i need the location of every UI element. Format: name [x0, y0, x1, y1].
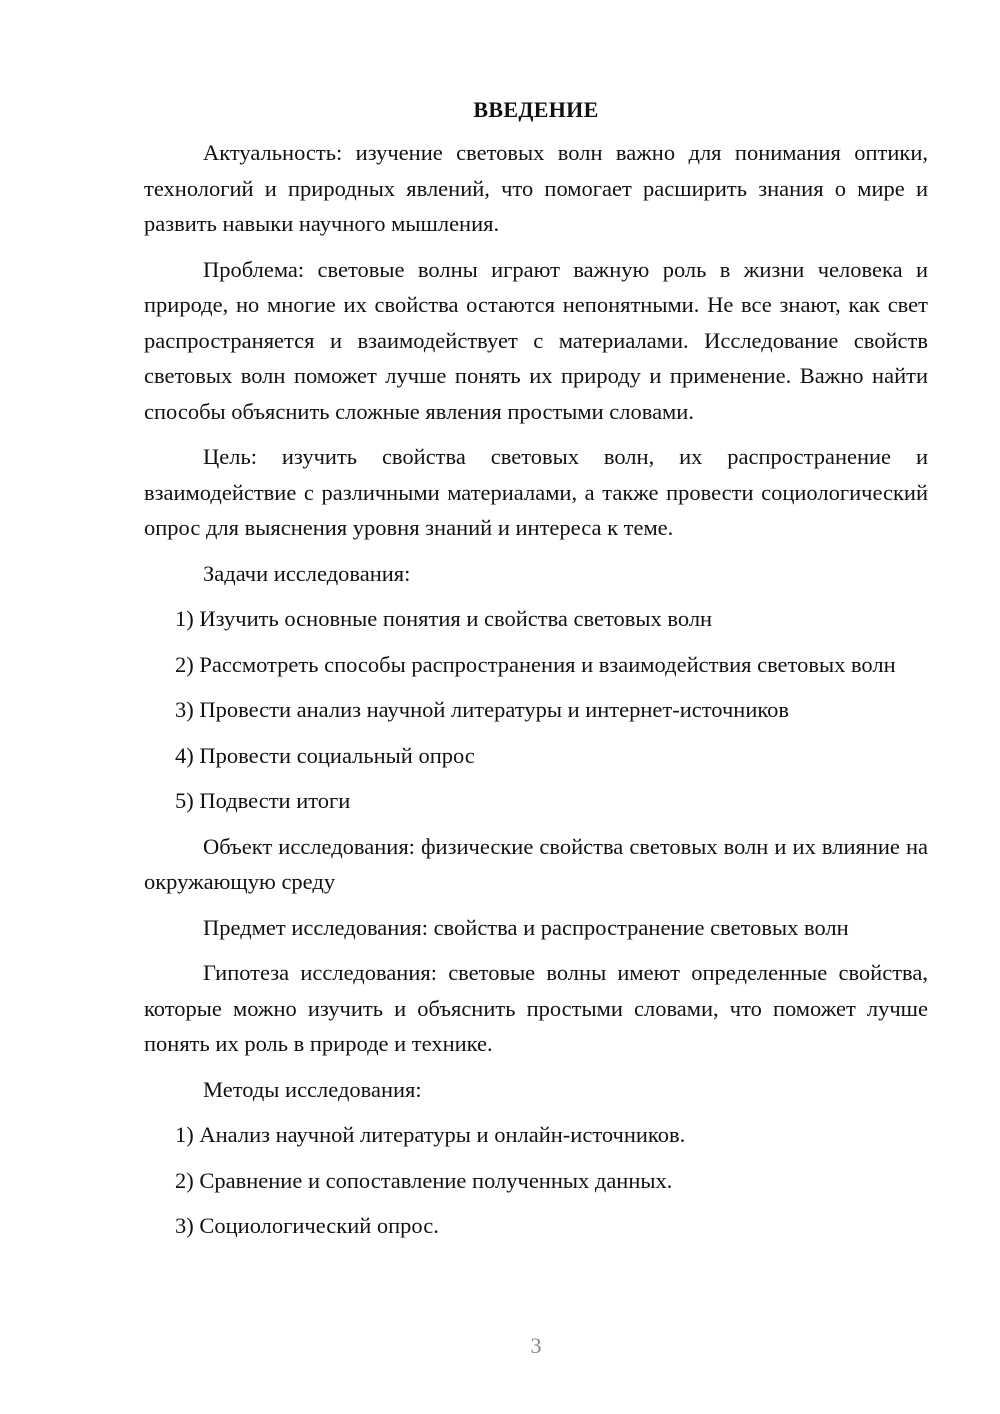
page-content [144, 92, 928, 1254]
paragraph-relevance: Актуальность: изучение световых волн важно для понимания оптики, технологий и природных явлений, что помогает расширить знания о мире и развить навыки научного мышления. [144, 140, 928, 236]
paragraph-goal: Цель: изучить свойства световых волн, их распространение и взаимодействие с различными материалами, а также провести социологический опрос для выяснения уровня знаний и интереса к теме. [144, 444, 928, 540]
methods-heading: Методы исследования: [203, 1076, 422, 1102]
method-item-2: 2) Сравнение и сопоставление полученных данных. [175, 1167, 673, 1193]
method-item-3: 3) Социологический опрос. [175, 1213, 439, 1238]
section-title: ВВЕДЕНИЕ [473, 97, 599, 122]
paragraph-hypothesis: Гипотеза исследования: световые волны имеют определенные свойства, которые можно изучить и объяснить простыми словами, что поможет лучше понять их роль в природе и технике. [144, 960, 928, 1056]
task-item-3: 3) Провести анализ научной литературы и интернет-источников [175, 697, 790, 722]
task-item-2: 2) Рассмотреть способы распространения и взаимодействия световых волн [175, 651, 896, 677]
paragraph-problem: Проблема: световые волны играют важную роль в жизни человека и природе, но многие их свойства остаются непонятными. Не все знают, как свет распространяется и взаимодействует с материалами. Исследование свойств световых волн поможет лучше понять их природу и применение. Важно найти способы объяснить сложные явления простыми словами. [144, 256, 928, 424]
task-item-4: 4) Провести социальный опрос [175, 742, 475, 768]
tasks-heading: Задачи исследования: [203, 560, 411, 586]
page-number: 3 [530, 1333, 542, 1358]
paragraph-subject: Предмет исследования: свойства и распространение световых волн [203, 914, 849, 940]
method-item-1: 1) Анализ научной литературы и онлайн-источников. [175, 1122, 686, 1147]
task-item-1: 1) Изучить основные понятия и свойства световых волн [175, 606, 713, 631]
task-item-5: 5) Подвести итоги [175, 788, 351, 813]
paragraph-object: Объект исследования: физические свойства световых волн и их влияние на окружающую среду [144, 833, 928, 894]
